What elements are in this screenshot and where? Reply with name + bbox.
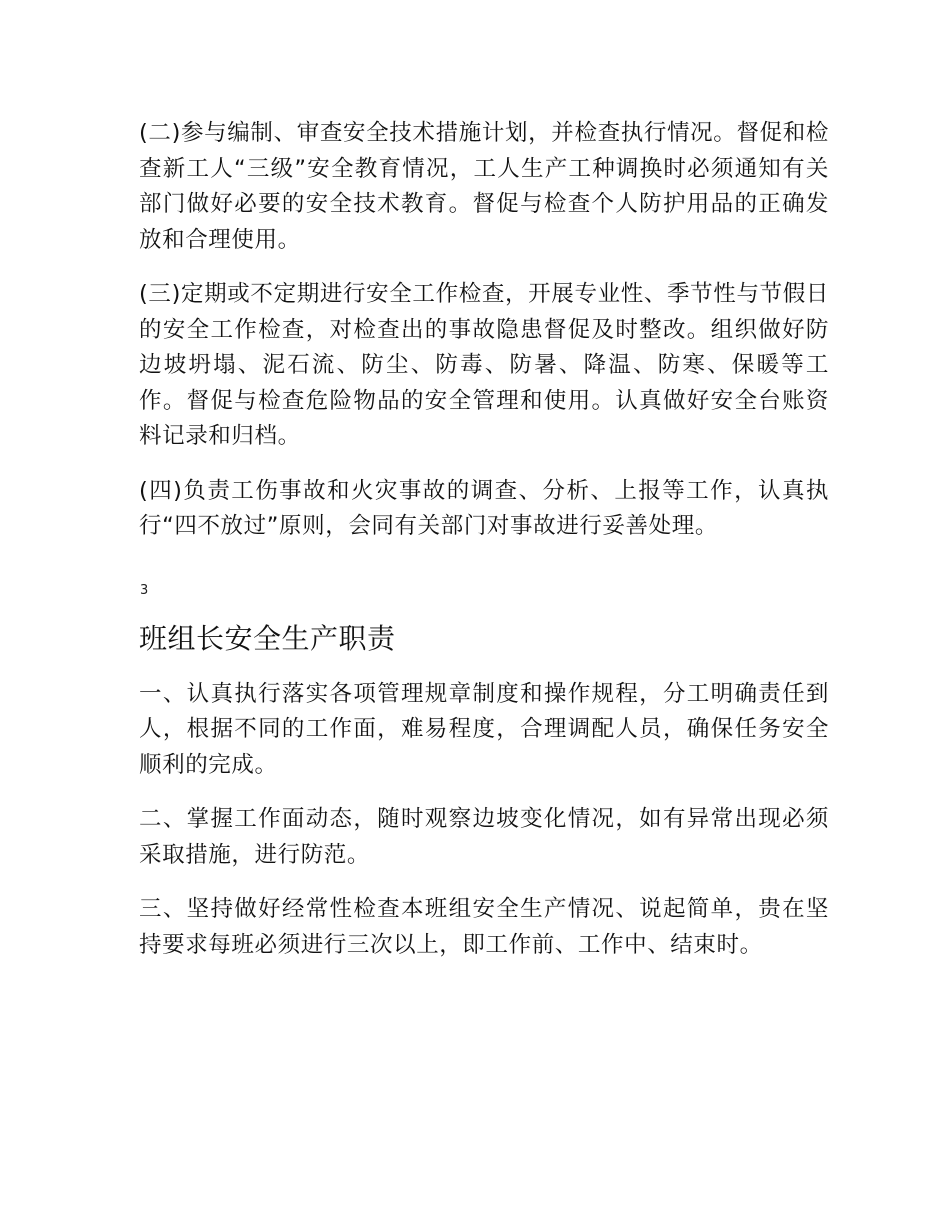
- duty-item-2: 二、掌握工作面动态，随时观察边坡变化情况，如有异常出现必须采取措施，进行防范。: [139, 806, 829, 868]
- section-title: 班组长安全生产职责: [139, 621, 396, 655]
- duty-item-1: 一、认真执行落实各项管理规章制度和操作规程，分工明确责任到人，根据不同的工作面，难易程度，合理调配人员，确保任务安全顺利的完成。: [139, 680, 829, 778]
- duty-item-3: 三、坚持做好经常性检查本班组安全生产情况、说起简单，贵在坚持要求每班必须进行三次以上，即工作前、工作中、结束时。: [139, 896, 829, 958]
- paragraph-4: (四)负责工伤事故和火灾事故的调查、分析、上报等工作，认真执行“四不放过”原则，会同有关部门对事故进行妥善处理。: [139, 477, 829, 539]
- document-body: [139, 116, 829, 982]
- page-number: 3: [140, 582, 149, 598]
- paragraph-2: (二)参与编制、审查安全技术措施计划，并检查执行情况。督促和检查新工人“三级”安全教育情况，工人生产工种调换时必须通知有关部门做好必要的安全技术教育。督促与检查个人防护用品的正确发放和合理使用。: [139, 120, 829, 253]
- paragraph-3: (三)定期或不定期进行安全工作检查，开展专业性、季节性与节假日的安全工作检查，对检查出的事故隐患督促及时整改。组织做好防边坡坍塌、泥石流、防尘、防毒、防暑、降温、防寒、保暖等工作。督促与检查危险物品的安全管理和使用。认真做好安全台账资料记录和归档。: [139, 281, 829, 449]
